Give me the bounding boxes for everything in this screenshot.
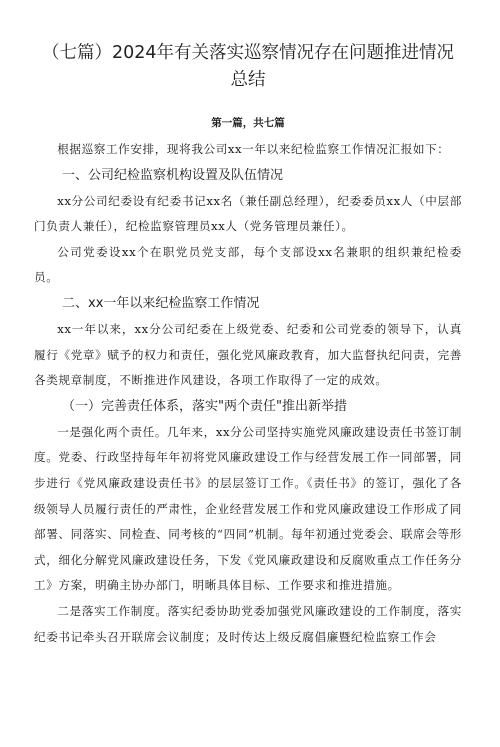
section1-heading: 一、公司纪检监察机构设置及队伍情况	[62, 167, 284, 183]
document-title	[34, 40, 462, 94]
document-page	[0, 40, 500, 747]
subsection1-heading: （一）完善责任体系，落实"两个责任"推出新举措	[62, 398, 347, 414]
subsection1-paragraph-2: 二是落实工作制度。落实纪委协助党委加强党风廉政建设的工作制度，落实纪委书记牵头召开联席会议制度；及时传达上级反腐倡廉暨纪检监察工作会	[34, 603, 462, 644]
intro-paragraph: 根据巡察工作安排，现将我公司xx一年以来纪检监察工作情况汇报如下：	[57, 142, 450, 156]
section1-paragraph-2: 公司党委设xx个在职党员党支部，每个支部设xx名兼职的组织兼纪检委员。	[34, 244, 462, 285]
document-title-line2: 总结	[230, 70, 266, 90]
section1-paragraph-1: xx分公司纪委设有纪委书记xx名（兼任副总经理），纪委委员xx人（中层部门负责人兼任），纪检监察管理员xx人（党务管理员兼任）。	[34, 193, 462, 234]
subsection1-paragraph-1: 一是强化两个责任。几年来，xx分公司坚持实施党风廉政建设责任书签订制度。党委、行政坚持每年年初将党风廉政建设工作与经营发展工作一同部署，同步进行《党风廉政建设责任书》的层层签订工作。《责任书》的签订，强化了各级领导人员履行责任的严肃性，企业经营发展工作和党风廉政建设工作形成了同部署、同落实、同检查、同考核的“四同”机制。每年初通过党委会、联席会等形式，细化分解党风廉政建设任务，下发《党风廉政建设和反腐败重点工作任务分工》方案，明确主协办部门，明晰具体目标、工作要求和推进措施。	[34, 424, 462, 593]
section2-heading: 二、xx一年以来纪检监察工作情况	[62, 295, 260, 311]
section2-paragraph-1: xx一年以来，xx分公司纪委在上级党委、纪委和公司党委的领导下，认真履行《党章》赋予的权力和责任，强化党风廉政教育，加大监督执纪问责，完善各类规章制度，不断推进作风建设，各项工作取得了一定的成效。	[34, 321, 462, 388]
document-title-line1: （七篇）2024年有关落实巡察情况存在问题推进情况	[41, 43, 455, 63]
part-label: 第一篇，共七篇	[211, 117, 285, 129]
